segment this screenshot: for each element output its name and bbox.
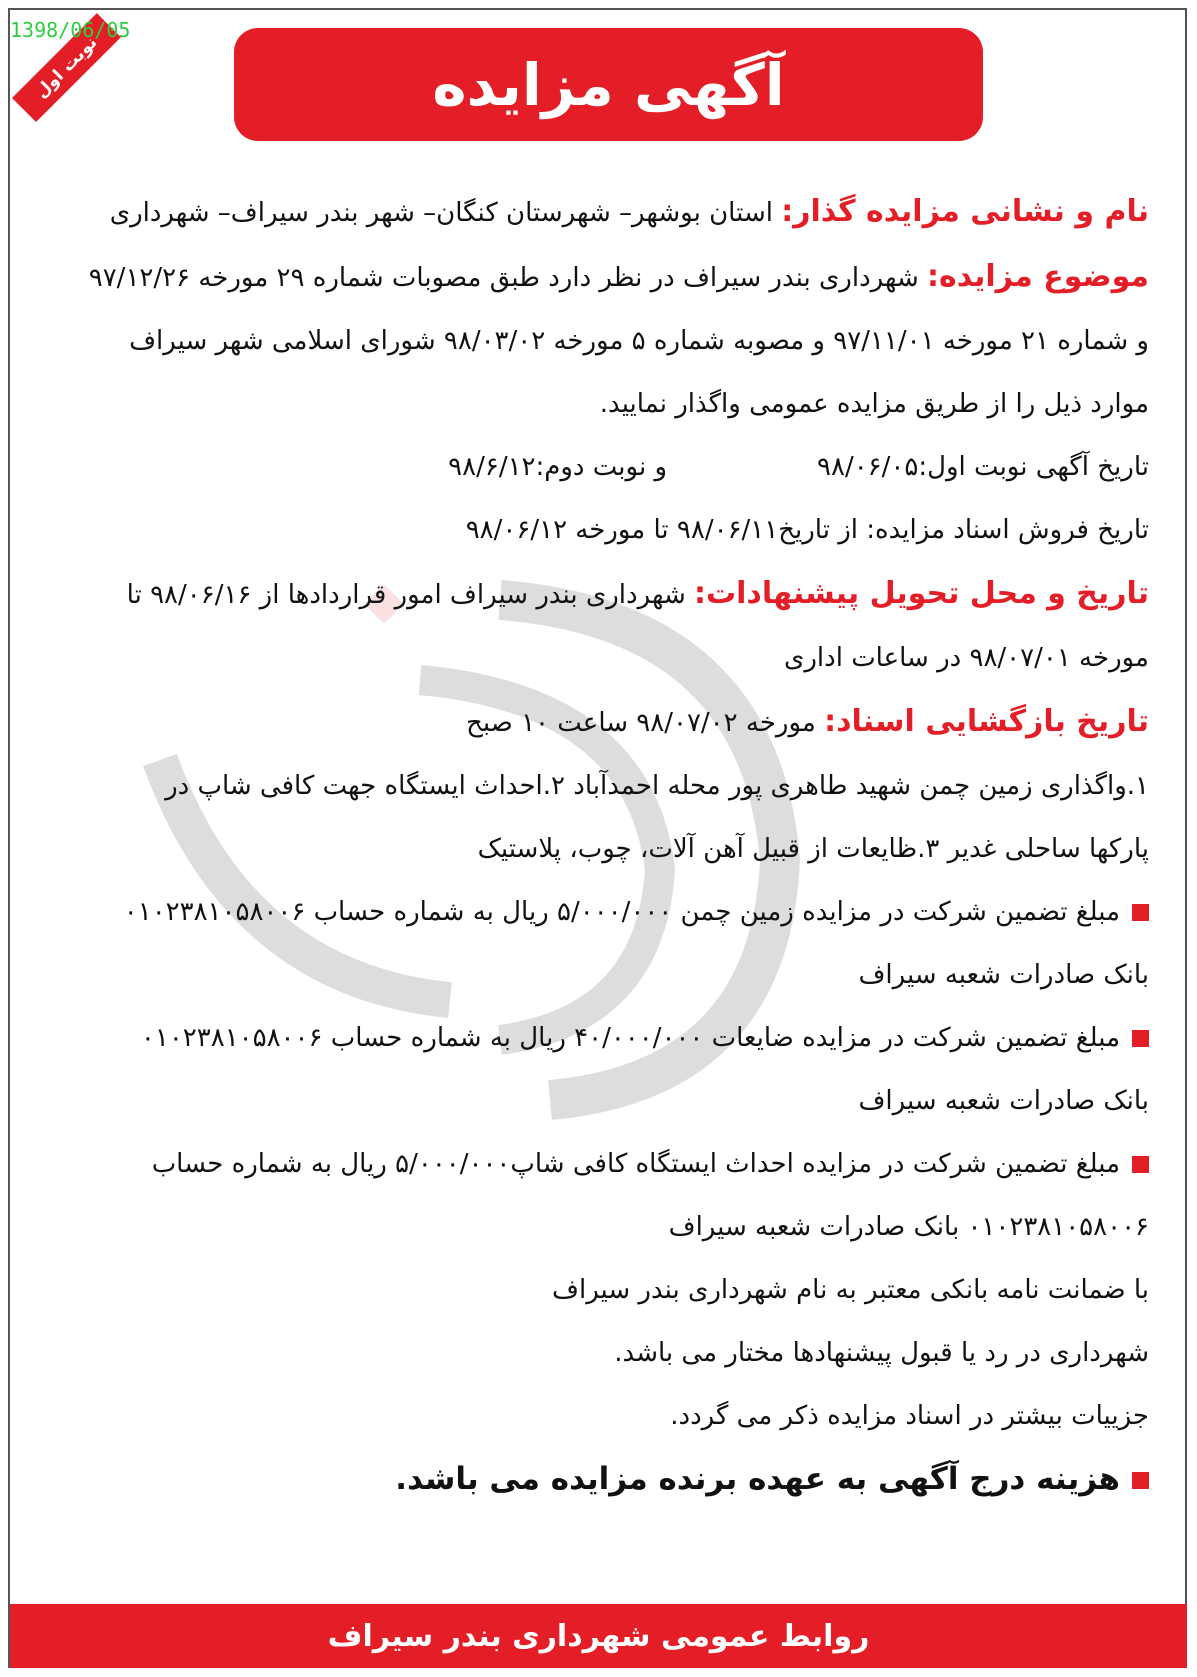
delivery-line-2: مورخه ۹۸/۰۷/۰۱ در ساعات اداری [784,643,1149,673]
details-note: جزییات بیشتر در اسناد مزایده ذکر می گردد. [670,1401,1149,1431]
subject-label: موضوع مزایده: [927,259,1149,294]
opening-line [42,690,1149,755]
deposit-2-text: مبلغ تضمین شرکت در مزایده ضایعات ۴۰/۰۰۰/۰۰۰ ریال به شماره حساب ۰۱۰۲۳۸۱۰۵۸۰۰۶ [140,1023,1120,1053]
opening-label: تاریخ بازگشایی اسناد: [824,704,1149,739]
items-line-2: پارکها ساحلی غدیر ۳.ظایعات از قبیل آهن آلات، چوب، پلاستیک [477,834,1149,864]
deposit-1-line-2: بانک صادرات شعبه سیراف [858,960,1149,990]
opening-text: مورخه ۹۸/۰۷/۰۲ ساعت ۱۰ صبح [466,708,816,738]
date-stamp: 1398/06/05 [10,18,131,42]
deposit-2-line-1 [42,1007,1149,1070]
delivery-line-1 [42,562,1149,627]
reject-note: شهرداری در رد یا قبول پیشنهادها مختار می باشد. [614,1338,1149,1368]
guarantee-note: با ضمانت نامه بانکی معتبر به نام شهرداری بندر سیراف [552,1275,1149,1305]
subject-line-2: و شماره ۲۱ مورخه ۹۷/۱۱/۰۱ و مصوبه شماره ۵ مورخه ۹۸/۰۳/۰۲ شورای اسلامی شهر سیراف [129,326,1149,356]
page-title: آگهی مزایده [432,50,785,119]
subject-line-3: موارد ذیل را از طریق مزایده عمومی واگذار نمایید. [599,389,1149,419]
delivery-label: تاریخ و محل تحویل پیشنهادات: [694,576,1149,611]
deposit-1-line-1 [42,881,1149,944]
first-ad-date: تاریخ آگهی نوبت اول:۹۸/۰۶/۰۵ [817,452,1149,482]
bullet-icon [1132,1472,1149,1489]
organizer-line [42,180,1149,245]
subject-text-1: شهرداری بندر سیراف در نظر دارد طبق مصوبات شماره ۲۹ مورخه ۹۷/۱۲/۲۶ [88,263,919,293]
ad-body [42,180,1149,1511]
doc-sale-date: تاریخ فروش اسناد مزایده: از تاریخ۹۸/۰۶/۱۱ تا مورخه ۹۸/۰۶/۱۲ [465,515,1149,545]
ad-dates-line [42,436,1149,499]
deposit-3-text: مبلغ تضمین شرکت در مزایده احداث ایستگاه کافی شاپ۵/۰۰۰/۰۰۰ ریال به شماره حساب [151,1149,1120,1179]
corner-ribbon: نوبت اول [12,13,121,122]
footer-text: روابط عمومی شهرداری بندر سیراف [327,1618,870,1654]
organizer-label: نام و نشانی مزایده گذار: [781,194,1149,229]
footer-banner [10,1604,1187,1668]
deposit-3-line-1 [42,1133,1149,1196]
bullet-icon [1132,1030,1149,1047]
bullet-icon [1132,1156,1149,1173]
deposit-2-line-2: بانک صادرات شعبه سیراف [858,1086,1149,1116]
cost-note: هزینه درج آگهی به عهده برنده مزایده می باشد. [395,1461,1120,1497]
organizer-text: استان بوشهر– شهرستان کنگان– شهر بندر سیراف– شهرداری [109,198,773,228]
cost-note-line [42,1448,1149,1511]
title-banner [234,28,983,141]
deposit-3-line-2: ۰۱۰۲۳۸۱۰۵۸۰۰۶ بانک صادرات شعبه سیراف [668,1212,1149,1242]
delivery-text-1: شهرداری بندر سیراف امور قراردادها از ۹۸/۰۶/۱۶ تا [126,580,686,610]
items-line-1: ۱.واگذاری زمین چمن شهید طاهری پور محله احمدآباد ۲.احداث ایستگاه جهت کافی شاپ در [165,771,1149,801]
subject-line-1 [42,245,1149,310]
second-ad-date: و نوبت دوم:۹۸/۶/۱۲ [448,452,668,482]
bullet-icon [1132,904,1149,921]
deposit-1-text: مبلغ تضمین شرکت در مزایده زمین چمن ۵/۰۰۰/۰۰۰ ریال به شماره حساب ۰۱۰۲۳۸۱۰۵۸۰۰۶ [123,897,1120,927]
